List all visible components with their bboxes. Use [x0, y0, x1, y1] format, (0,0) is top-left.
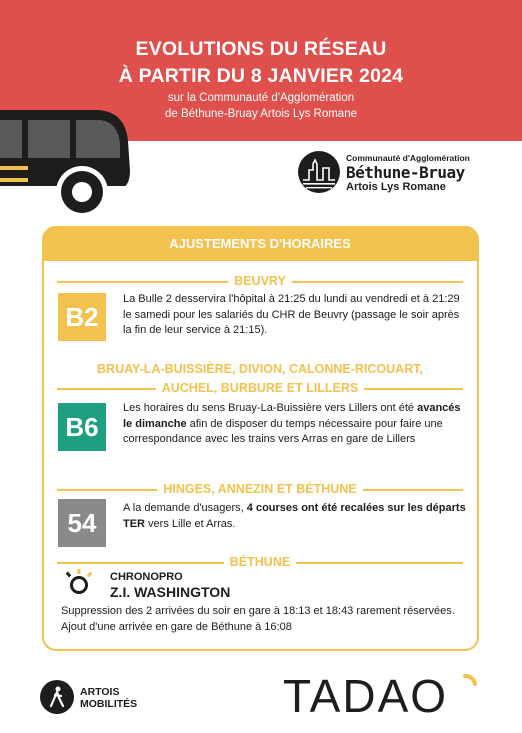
section-text-bruay: Les horaires du sens Bruay-La-Buissière vers Lillers ont été avancés le dimanche afin de disposer du temps nécessaire pour faire une correspondance avec les trains vers Arras en gare de Lillers — [123, 402, 461, 445]
section-title-beuvry: BEUVRY — [44, 272, 476, 290]
section-text-bethune: Suppression des 2 arrivées du soir en gare à 18:13 et 18:43 rarement réservées. Ajout d'une arrivée en gare de Béthune à 16:08 — [61, 605, 455, 633]
tadao-logo — [283, 668, 483, 718]
bus-illustration — [0, 96, 140, 226]
line-badge-b2: B2 — [58, 293, 106, 341]
section-title-hinges: HINGES, ANNEZIN ET BÉTHUNE — [44, 480, 476, 498]
chronopro-zone-label: Z.I. WASHINGTON — [110, 584, 231, 600]
chronopro-icon — [64, 568, 94, 596]
section-text-hinges: A la demande d'usagers, 4 courses ont été recalées sur les départs TER vers Lille et Arras. — [123, 502, 466, 530]
subtitle-line2: de Béthune-Bruay Artois Lys Romane — [165, 108, 357, 120]
agglomeration-emblem-icon — [297, 150, 341, 194]
tadao-accent-icon — [465, 676, 475, 684]
chronopro-label: CHRONOPRO — [110, 571, 183, 583]
schedule-adjustments-panel — [42, 226, 479, 651]
line-badge-b6: B6 — [58, 403, 106, 451]
tadao-wordmark: TADAO — [283, 670, 449, 718]
artois-mobilites-line1: ARTOIS — [80, 686, 120, 698]
section-text-beuvry: La Bulle 2 desservira l'hôpital à 21:25 du lundi au vendredi et à 21:29 le samedi pour les salariés du CHR de Beuvry (passage le soir après la fin de leur service à 21:15). — [123, 293, 460, 336]
page-title-line2: À PARTIR DU 8 JANVIER 2024 — [118, 65, 404, 87]
panel-heading: AJUSTEMENTS D'HORAIRES — [42, 226, 479, 261]
agglomeration-logo — [297, 150, 497, 196]
agglo-name-line1: Communauté d'Agglomération — [346, 153, 470, 163]
page-title-line1: EVOLUTIONS DU RÉSEAU — [135, 38, 387, 60]
artois-mobilites-line2: MOBILITÉS — [80, 698, 138, 710]
agglo-name-line3: Artois Lys Romane — [346, 181, 446, 193]
section-title-bruay-line2: AUCHEL, BURBURE ET LILLERS — [44, 379, 476, 397]
walking-person-icon — [48, 686, 66, 708]
subtitle-line1: sur la Communauté d'Agglomération — [167, 92, 355, 104]
agglo-name-line2: Béthune-Bruay — [346, 163, 465, 182]
line-badge-54: 54 — [58, 499, 106, 547]
section-title-bethune: BÉTHUNE — [44, 553, 476, 571]
artois-mobilites-logo — [40, 678, 150, 718]
section-title-bruay-line1: BRUAY-LA-BUISSIÈRE, DIVION, CALONNE-RICOUART, — [44, 360, 476, 378]
